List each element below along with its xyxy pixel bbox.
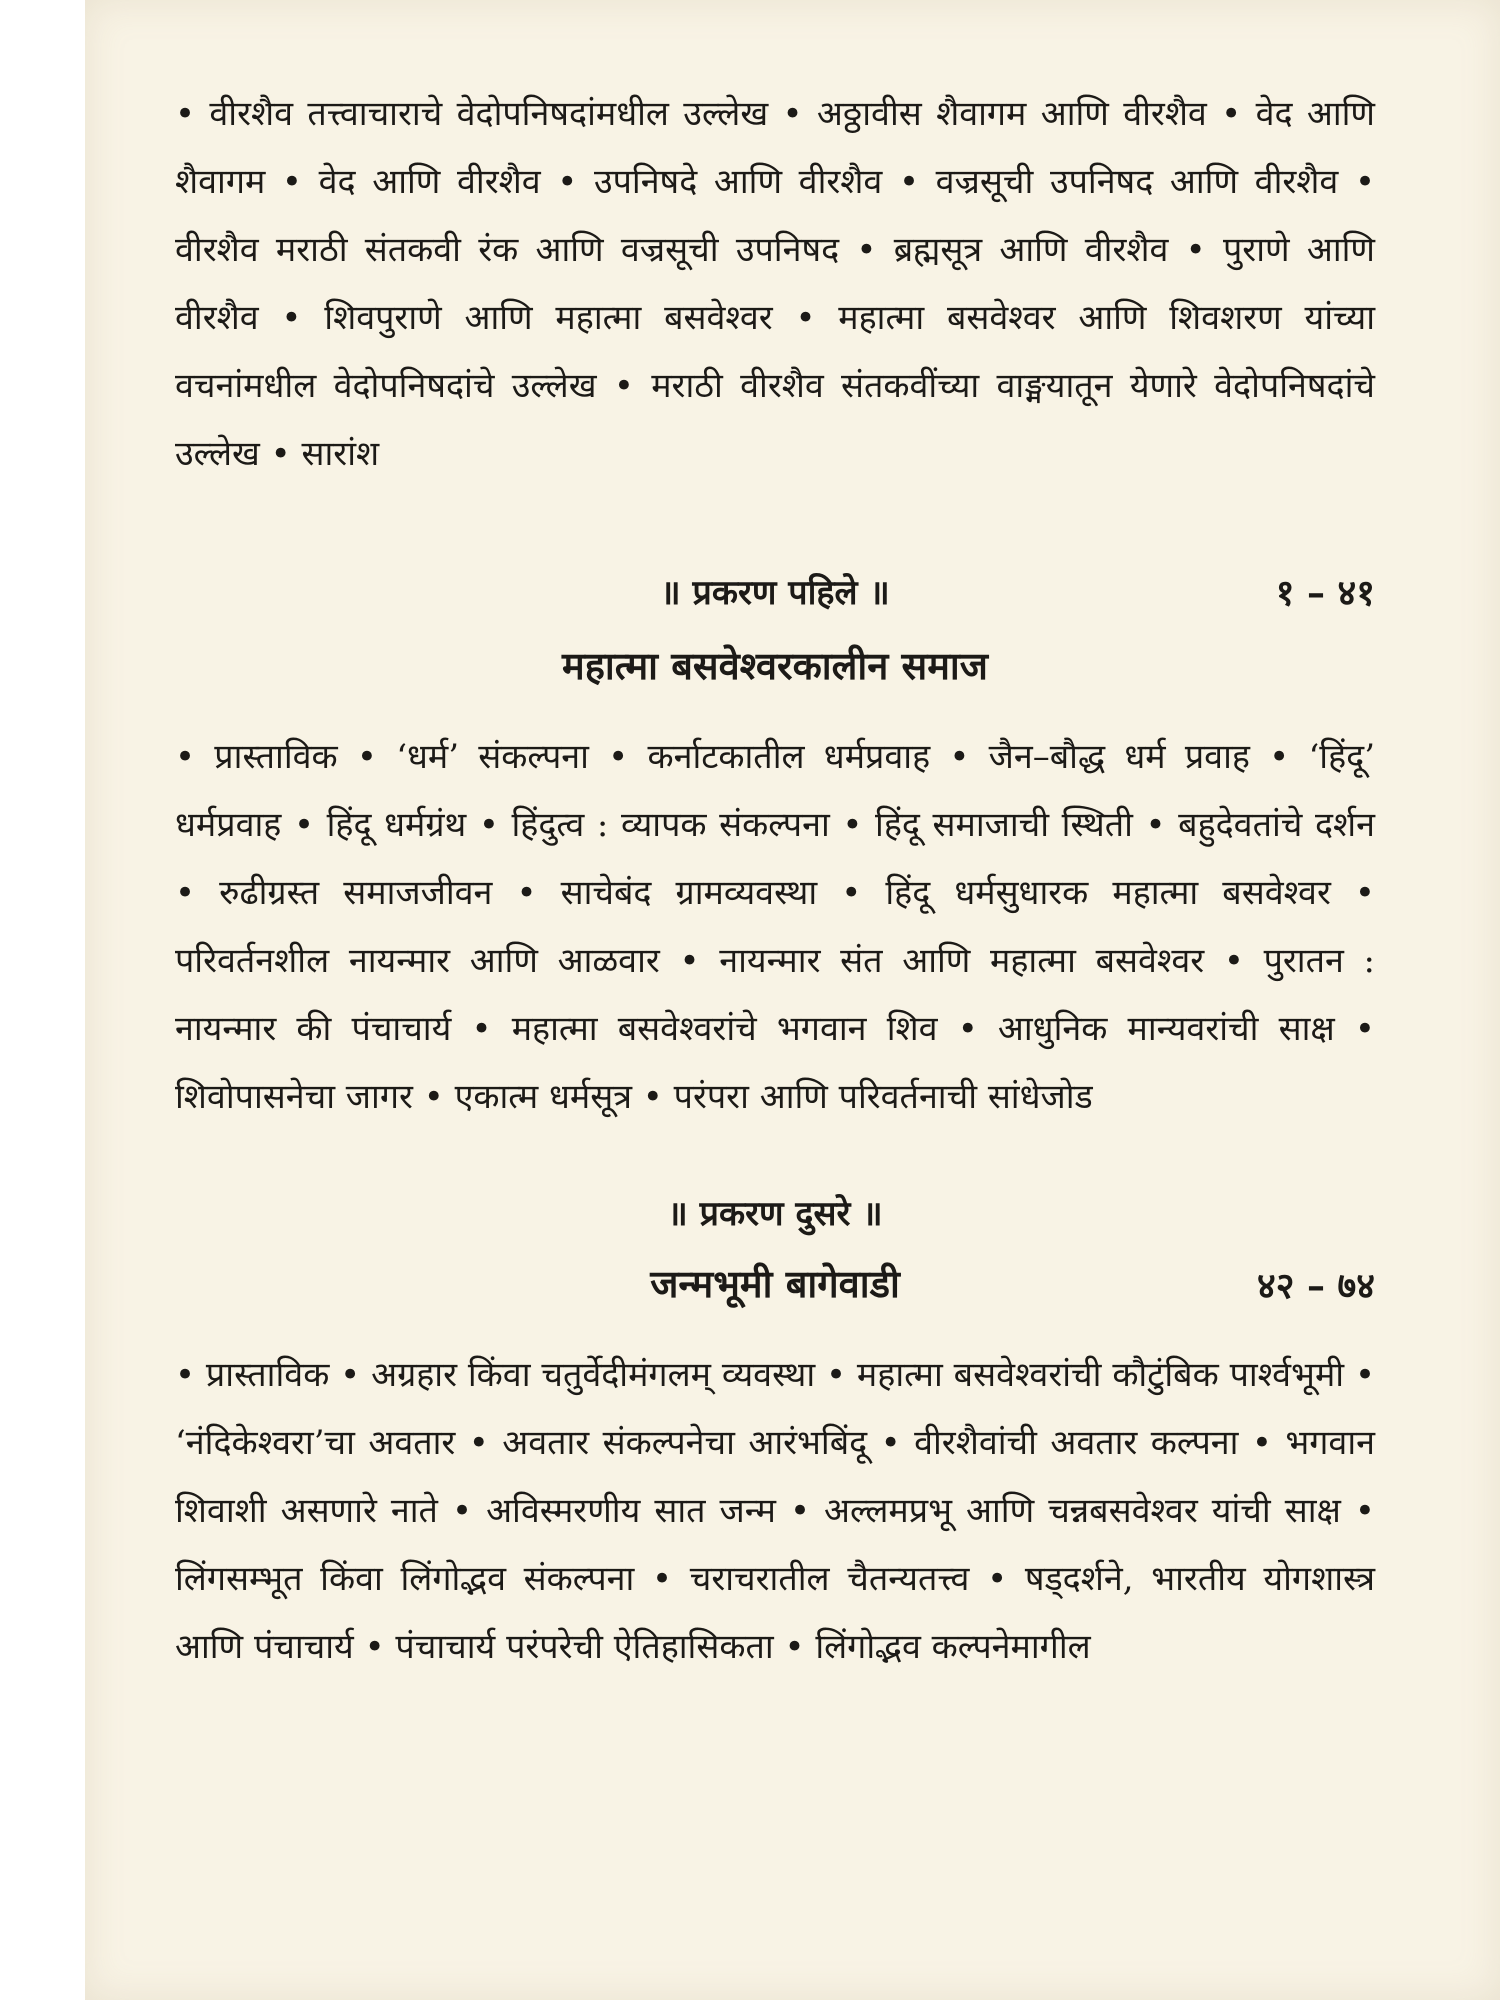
chapter-2-page-range: ४२ – ७४ — [1257, 1265, 1375, 1307]
table-of-contents — [175, 80, 1375, 1681]
chapter-2-label: ॥ प्रकरण दुसरे ॥ — [667, 1194, 883, 1234]
chapter-2-topics: • प्रास्ताविक • अग्रहार किंवा चतुर्वेदीमंगलम् व्यवस्था • महात्मा बसवेश्वरांची कौटुंबिक पार्श्वभूमी • ‘नंदिकेश्वरा’चा अवतार • अवतार संकल्पनेचा आरंभबिंदू • वीरशैवांची अवतार कल्पना • भगवान शिवाशी असणारे नाते • अविस्मरणीय सात जन्म • अल्लमप्रभू आणि चन्नबसवेश्वर यांची साक्ष • लिंगसम्भूत किंवा लिंगोद्भव संकल्पना • चराचरातील चैतन्यतत्त्व • षड्दर्शने, भारतीय योगशास्त्र आणि पंचाचार्य • पंचाचार्य परंपरेची ऐतिहासिकता • लिंगोद्भव कल्पनेमागील — [175, 1355, 1375, 1667]
intro-topics-paragraph: • वीरशैव तत्त्वाचाराचे वेदोपनिषदांमधील उल्लेख • अठ्ठावीस शैवागम आणि वीरशैव • वेद आणि शैवागम • वेद आणि वीरशैव • उपनिषदे आणि वीरशैव • वज्रसूची उपनिषद आणि वीरशैव • वीरशैव मराठी संतकवी रंक आणि वज्रसूची उपनिषद • ब्रह्मसूत्र आणि वीरशैव • पुराणे आणि वीरशैव • शिवपुराणे आणि महात्मा बसवेश्वर • महात्मा बसवेश्वर आणि शिवशरण यांच्या वचनांमधील वेदोपनिषदांचे उल्लेख • मराठी वीरशैव संतकवींच्या वाङ्मयातून येणारे वेदोपनिषदांचे उल्लेख • सारांश — [175, 94, 1375, 474]
chapter-1-title: महात्मा बसवेश्वरकालीन समाज — [562, 643, 988, 688]
chapter-2-heading — [175, 1179, 1375, 1249]
chapter-1-page-range: १ – ४१ — [1275, 572, 1375, 614]
chapter-2-title: जन्मभूमी बागेवाडी — [650, 1261, 900, 1306]
chapter-1-label: ॥ प्रकरण पहिले ॥ — [660, 573, 890, 613]
chapter-1-heading — [175, 556, 1375, 631]
chapter-2-title-row — [175, 1249, 1375, 1319]
chapter-1-topics: • प्रास्ताविक • ‘धर्म’ संकल्पना • कर्नाटकातील धर्मप्रवाह • जैन–बौद्ध धर्म प्रवाह • ‘हिंदू’ धर्मप्रवाह • हिंदू धर्मग्रंथ • हिंदुत्व : व्यापक संकल्पना • हिंदू समाजाची स्थिती • बहुदेवतांचे दर्शन • रुढीग्रस्त समाजजीवन • साचेबंद ग्रामव्यवस्था • हिंदू धर्मसुधारक महात्मा बसवेश्वर • परिवर्तनशील नायन्मार आणि आळवार • नायन्मार संत आणि महात्मा बसवेश्वर • पुरातन : नायन्मार की पंचाचार्य • महात्मा बसवेश्वरांचे भगवान शिव • आधुनिक मान्यवरांची साक्ष • शिवोपासनेचा जागर • एकात्म धर्मसूत्र • परंपरा आणि परिवर्तनाची सांधेजोड — [175, 737, 1375, 1117]
